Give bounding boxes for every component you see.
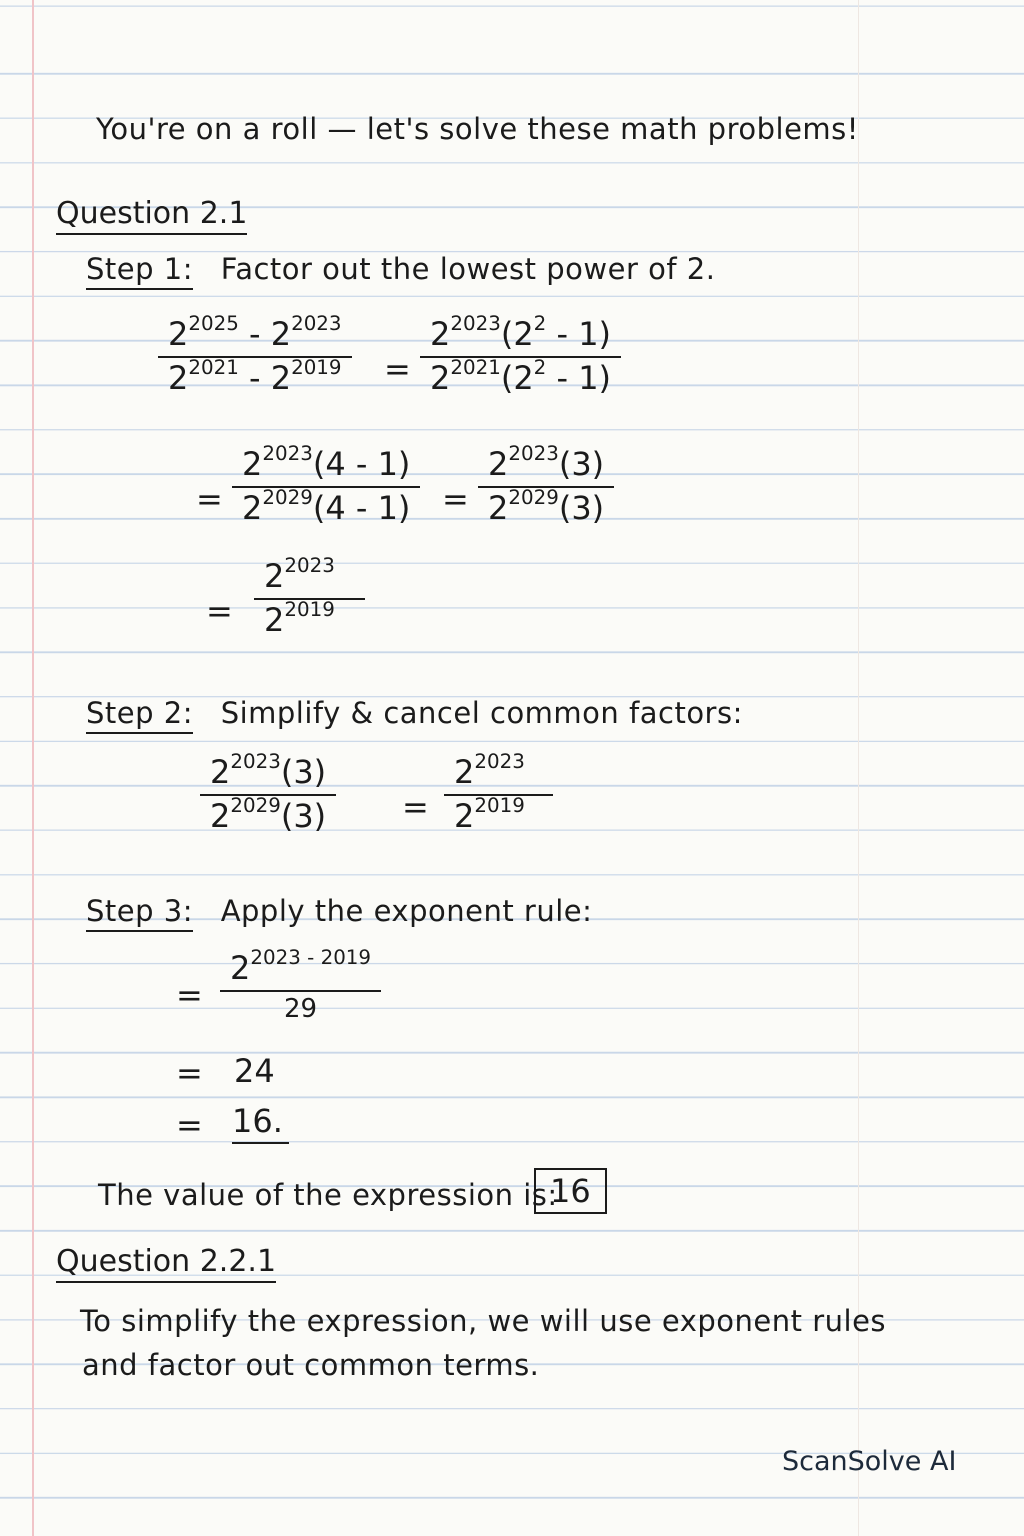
fraction-denominator: $2^{2029}(3)$ [488,485,605,527]
step-1-fraction-factored [420,312,621,397]
intro-text: You're on a roll — let's solve these math problems! [96,112,859,146]
fraction-numerator: $2^{2023}(2^2 - 1)$ [420,318,621,358]
equals-sign: = [176,976,203,1014]
step-3-line-2: 24 [234,1052,275,1090]
equals-sign: = [384,350,411,388]
fraction-numerator: $2^{2023}$ [444,756,553,796]
step-1-fraction-evaluated [478,442,614,527]
step-3-fraction [220,946,381,1024]
fraction-denominator: $2^{2019}$ [264,597,335,639]
step-3-label: Step 3: [86,894,193,932]
margin-line [32,0,34,1536]
fraction-denominator: $2^{2021}(2^2 - 1)$ [430,355,612,397]
fraction-denominator: $2^{2029}(4 - 1)$ [242,485,411,527]
step-2-label: Step 2: [86,696,193,734]
brand-watermark: ScanSolve AI [782,1446,957,1477]
step-2-text: Simplify & cancel common factors: [220,696,743,730]
step-2 [86,696,743,730]
step-1-fraction-substituted [232,442,420,527]
equals-sign: = [176,1054,203,1092]
result-value-box: 16 [534,1168,607,1214]
step-1-label: Step 1: [86,252,193,290]
fraction-numerator: $2^{2023}(4 - 1)$ [232,448,420,488]
step-1-text: Factor out the lowest power of 2. [220,252,716,286]
fraction-denominator: $2^{2021} - 2^{2019}$ [168,355,342,397]
step-3-line-3: 16. [232,1102,289,1144]
question-2-1-title: Question 2.1 [56,196,247,235]
step-1-fraction-original [158,312,352,397]
fraction-denominator: $2^{2029}(3)$ [210,793,327,835]
fraction-numerator: $2^{2023}(3)$ [200,756,336,796]
step-1 [86,252,715,286]
question-2-2-1-line-1: To simplify the expression, we will use exponent rules [80,1304,887,1338]
step-1-fraction-result [254,554,365,639]
fraction-denominator: 29 [283,993,318,1024]
fraction-denominator: $2^{2019}$ [454,793,525,835]
fraction-numerator: $2^{2023}(3)$ [478,448,614,488]
equals-sign: = [402,788,429,826]
equals-sign: = [196,480,223,518]
step-3 [86,894,592,928]
question-2-2-1-line-2: and factor out common terms. [82,1348,540,1382]
equals-sign: = [442,480,469,518]
step-2-fraction-result [444,750,553,835]
question-2-2-1-title: Question 2.2.1 [56,1244,276,1283]
step-3-text: Apply the exponent rule: [220,894,593,928]
step-2-fraction [200,750,336,835]
fraction-numerator: $2^{2025} - 2^{2023}$ [158,318,352,358]
fraction-numerator: $2^{2023}$ [254,560,365,600]
fraction-numerator: $2^{2023 - 2019}$ [220,952,381,992]
equals-sign: = [176,1106,203,1144]
equals-sign: = [206,592,233,630]
result-text: The value of the expression is: [98,1178,558,1212]
